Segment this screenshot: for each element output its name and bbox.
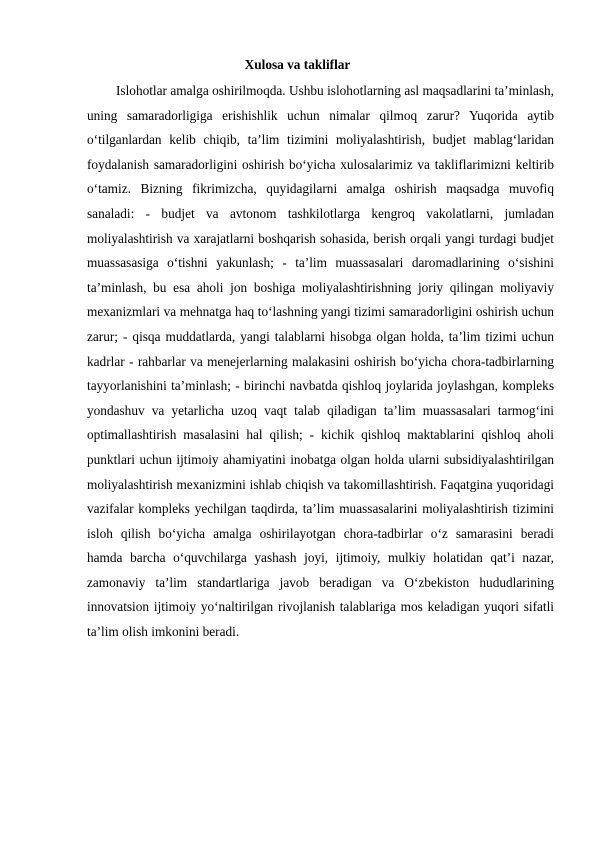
body-paragraph: Islohotlar amalga oshirilmoqda. Ushbu islohotlarning asl maqsadlarini taʼminlash, uning samaradorligiga erishishlik uchun nimalar qilmoq zarur? Yuqorida aytib oʻtilganlardan kelib chiqib, taʼlim tizimini moliyalashtirish, budjet mablagʻlaridan foydalanish samaradorligini oshirish boʻyicha xulosalarimiz va takliflarimizni keltirib oʻtamiz. Bizning fikrimizcha, quyidagilarni amalga oshirish maqsadga muvofiq sanaladi: - budjet va avtonom tashkilotlarga kengroq vakolatlarni, jumladan moliyalashtirish va xarajatlarni boshqarish sohasida, berish orqali yangi turdagi budjet muassasasiga oʻtishni yakunlash; - taʼlim muassasalari daromadlarining oʻsishini taʼminlash, bu esa aholi jon boshiga moliyalashtirishning joriy qilingan moliyaviy mexanizmlari va mehnatga haq toʻlashning yangi tizimi samaradorligini oshirish uchun zarur; - qisqa muddatlarda, yangi talablarni hisobga olgan holda, taʼlim tizimi uchun kadrlar - rahbarlar va menejerlarning malakasini oshirish boʻyicha chora-tadbirlarning tayyorlanishini taʼminlash; - birinchi navbatda qishloq joylarida joylashgan, kompleks yondashuv va yetarlicha uzoq vaqt talab qiladigan taʼlim muassasalari tarmogʻini optimallashtirish masalasini hal qilish; - kichik qishloq maktablarini qishloq aholi punktlari uchun ijtimoiy ahamiyatini inobatga olgan holda ularni subsidiyalashtirilgan moliyalashtirish mexanizmini ishlab chiqish va takomillashtirish. Faqatgina yuqoridagi vazifalar kompleks yechilgan taqdirda, taʼlim muassasalarini moliyalashtirish tizimini isloh qilish boʻyicha amalga oshirilayotgan chora-tadbirlar oʻz samarasini beradi hamda barcha oʻquvchilarga yashash joyi, ijtimoiy, mulkiy holatidan qatʼi nazar, zamonaviy taʼlim standartlariga javob beradigan va Oʻzbekiston hududlarining innovatsion ijtimoiy yoʻnaltirilgan rivojlanish talablariga mos keladigan yuqori sifatli taʼlim olish imkonini beradi. — [87, 83, 554, 640]
section-title: Xulosa va takliflar — [244, 57, 351, 72]
